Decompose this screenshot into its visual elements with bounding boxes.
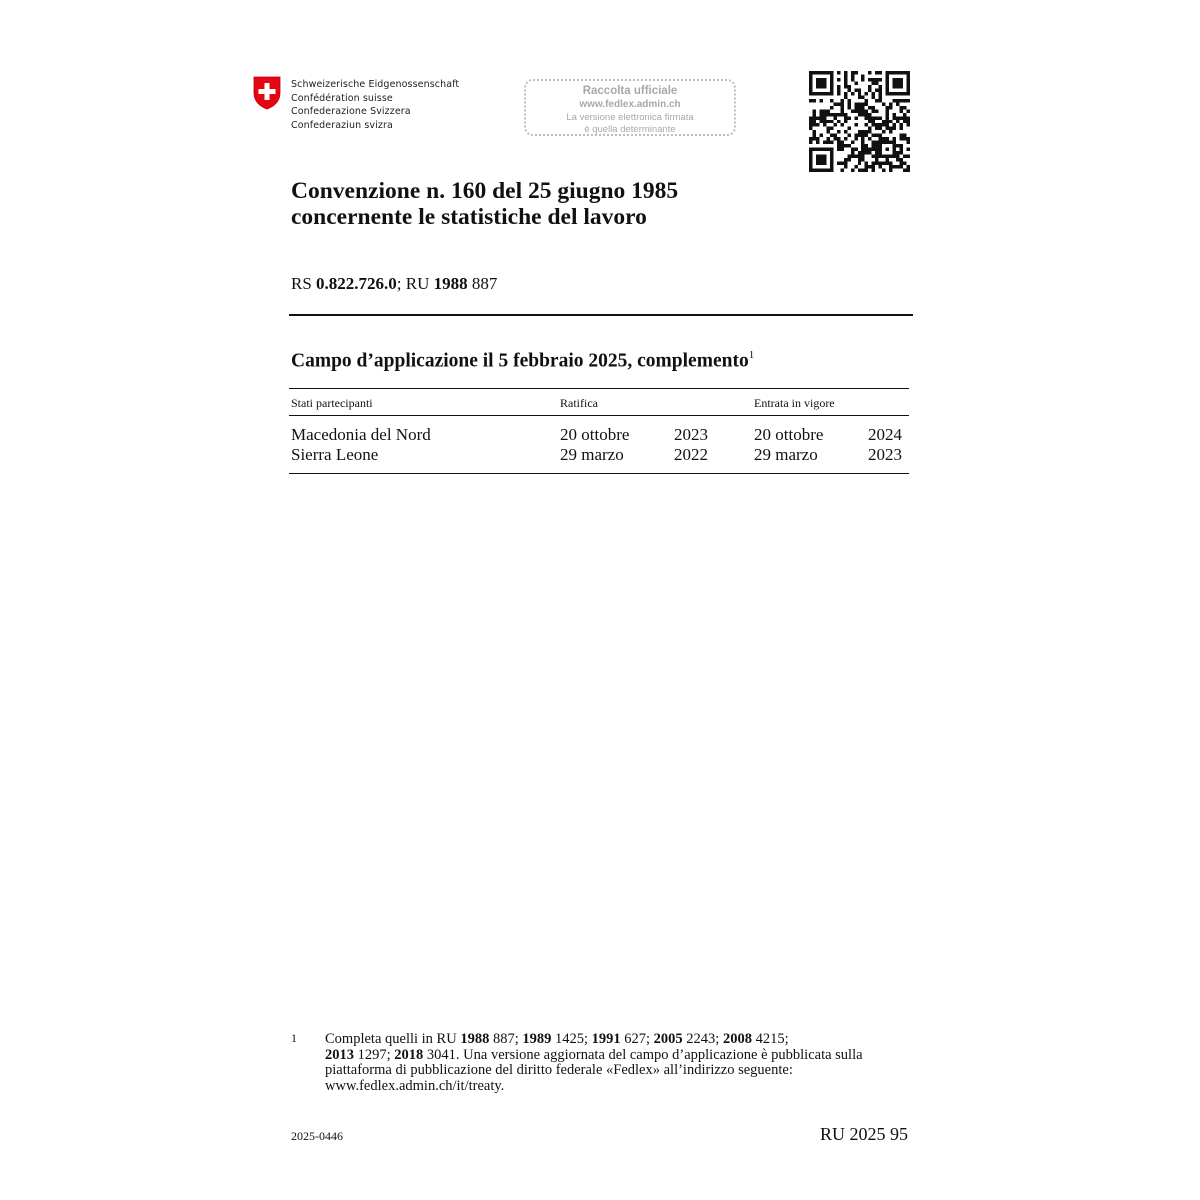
footnote-text: Completa quelli in RU 1988 887; 1989 1425; 1991 627; 2005 2243; 2008 4215; 2013 1297; 2018 3041. Una versione aggiornata del campo d’applicazione è pubblicata sulla piattaforma di pubblicazione del diritto federale «Fedlex» all’indirizzo seguente: www.fedlex.admin.ch/it/treaty. [325, 1031, 863, 1094]
header-entry-into-force: Entrata in vigore [754, 396, 835, 410]
section-heading-text: Campo d’applicazione il 5 febbraio 2025, complemento [291, 350, 749, 372]
table-header-rule [289, 415, 909, 416]
rs-reference [291, 274, 497, 294]
qr-code-icon [809, 71, 910, 172]
row-1-state: Macedonia del Nord [291, 425, 431, 444]
title-line-2: concernente le statistiche del lavoro [291, 204, 647, 230]
stamp-note-1: La versione elettronica firmata [566, 112, 694, 123]
row-2-ratification-date: 29 marzo [560, 445, 624, 464]
document-title [291, 178, 678, 230]
federation-names [291, 78, 459, 132]
official-collection-stamp [524, 79, 736, 136]
ru-page: 887 [467, 274, 498, 293]
stamp-url[interactable]: www.fedlex.admin.ch [579, 99, 681, 110]
row-2-entry-year: 2023 [868, 445, 902, 464]
federation-name-it: Confederazione Svizzera [291, 106, 411, 117]
row-1-ratification-year: 2023 [674, 425, 708, 444]
row-2-entry-date: 29 marzo [754, 445, 818, 464]
title-line-1: Convenzione n. 160 del 25 giugno 1985 [291, 178, 679, 204]
stamp-title: Raccolta ufficiale [582, 85, 678, 97]
row-2-state: Sierra Leone [291, 445, 379, 464]
table-top-rule [289, 388, 909, 389]
federation-name-de: Schweizerische Eidgenossenschaft [291, 79, 460, 90]
ru-page-reference: RU 2025 95 [819, 1124, 908, 1144]
table-bottom-rule [289, 473, 909, 474]
row-1-entry-year: 2024 [868, 425, 902, 444]
stamp-note-2: è quella determinante [584, 124, 676, 135]
ru-separator: ; RU [396, 274, 434, 293]
row-2-ratification-year: 2022 [674, 445, 708, 464]
footnote-reference[interactable]: 1 [748, 349, 755, 361]
federation-name-fr: Confédération suisse [291, 92, 393, 104]
header-states: Stati partecipanti [291, 396, 373, 410]
main-divider [289, 314, 913, 316]
header-ratification: Ratifica [560, 396, 598, 410]
ru-year: 1988 [433, 274, 468, 293]
row-1-entry-date: 20 ottobre [754, 425, 824, 444]
federation-name-rm: Confederaziun svizra [291, 119, 393, 131]
section-heading [291, 350, 754, 373]
row-1-ratification-date: 20 ottobre [560, 425, 630, 444]
rs-number: 0.822.726.0 [316, 274, 397, 293]
rs-prefix: RS [291, 274, 317, 293]
swiss-coat-of-arms-icon [253, 76, 281, 110]
document-id: 2025-0446 [291, 1129, 343, 1143]
footnote-number: 1 [291, 1031, 297, 1045]
